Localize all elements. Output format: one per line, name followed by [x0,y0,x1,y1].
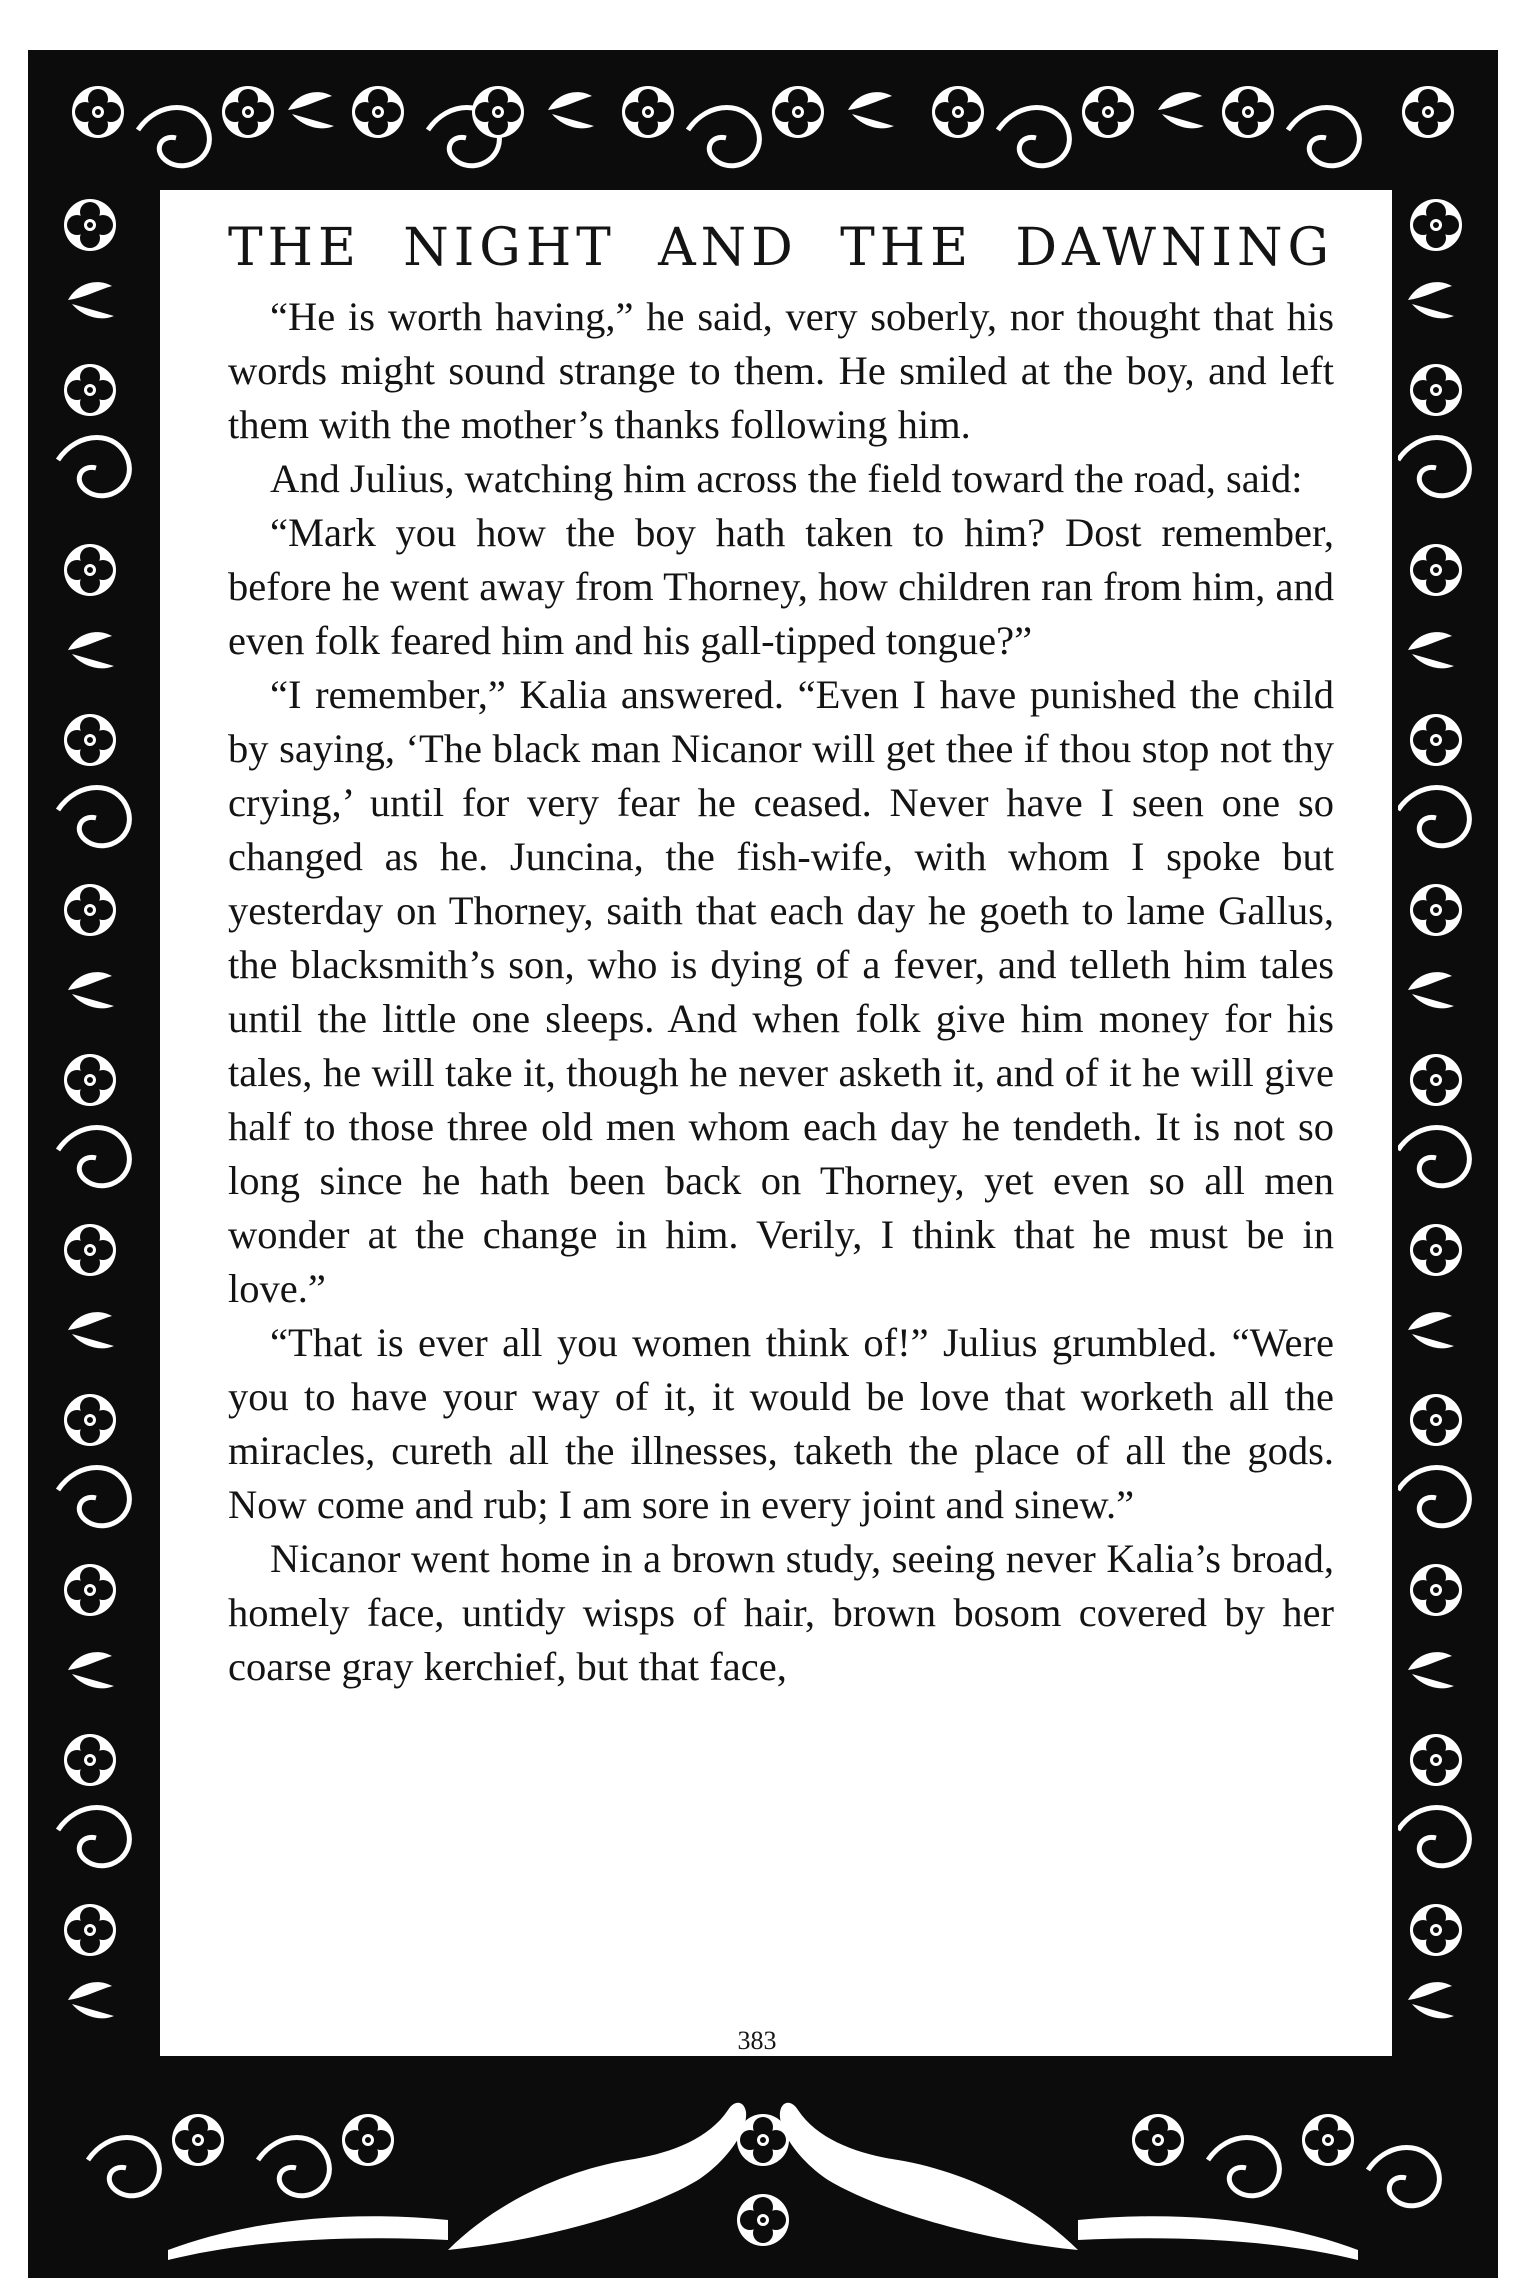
page-number: 383 [737,2026,777,2055]
paragraph-4: “I remember,” Kalia answered. “Even I have punished the child by saying, ‘The black man Nicanor will get thee if thou stop not thy crying,’ until for very fear he ceased. Never have I seen one so changed as he. Juncina, the fish-wife, with whom I spoke but yesterday on Thorney, saith that each day he goeth to lame Gallus, the blacksmith’s son, who is dying of a fever, and telleth him tales until the little one sleeps. And when folk give him money for his tales, he will take it, though he never asketh it, and of it he will give half to those three old men whom each day he tendeth. It is not so long since he hath been back on Thorney, yet even so all men wonder at the change in him. Verily, I think that he must be in love.” [228,672,1334,1311]
paragraph-2: And Julius, watching him across the field toward the road, said: [270,456,1303,501]
paragraph-1: “He is worth having,” he said, very soberly, nor thought that his words might sound strange to them. He smiled at the boy, and left them with the mother’s thanks following him. [228,294,1334,447]
paragraph-6: Nicanor went home in a brown study, seeing never Kalia’s broad, homely face, untidy wisps of hair, brown bosom covered by her coarse gray kerchief, but that face, [228,1536,1334,1689]
top-band [72,86,1454,166]
chapter-running-title: THE NIGHT AND THE DAWNING [228,218,1334,278]
right-band [1398,199,1469,2018]
paragraph-3: “Mark you how the boy hath taken to him? Dost remember, before he went away from Thorney, how children ran from him, and even folk feared him and his gall-tipped tongue?” [228,510,1334,663]
bottom-band [88,2103,1439,2260]
left-band [58,199,129,2018]
paragraph-5: “That is ever all you women think of!” Julius grumbled. “Were you to have your way of it, it would be love that worketh all the miracles, cureth all the illnesses, taketh the place of all the gods. Now come and rub; I am sore in every joint and sinew.” [228,1320,1334,1527]
page-text [228,216,1334,1694]
